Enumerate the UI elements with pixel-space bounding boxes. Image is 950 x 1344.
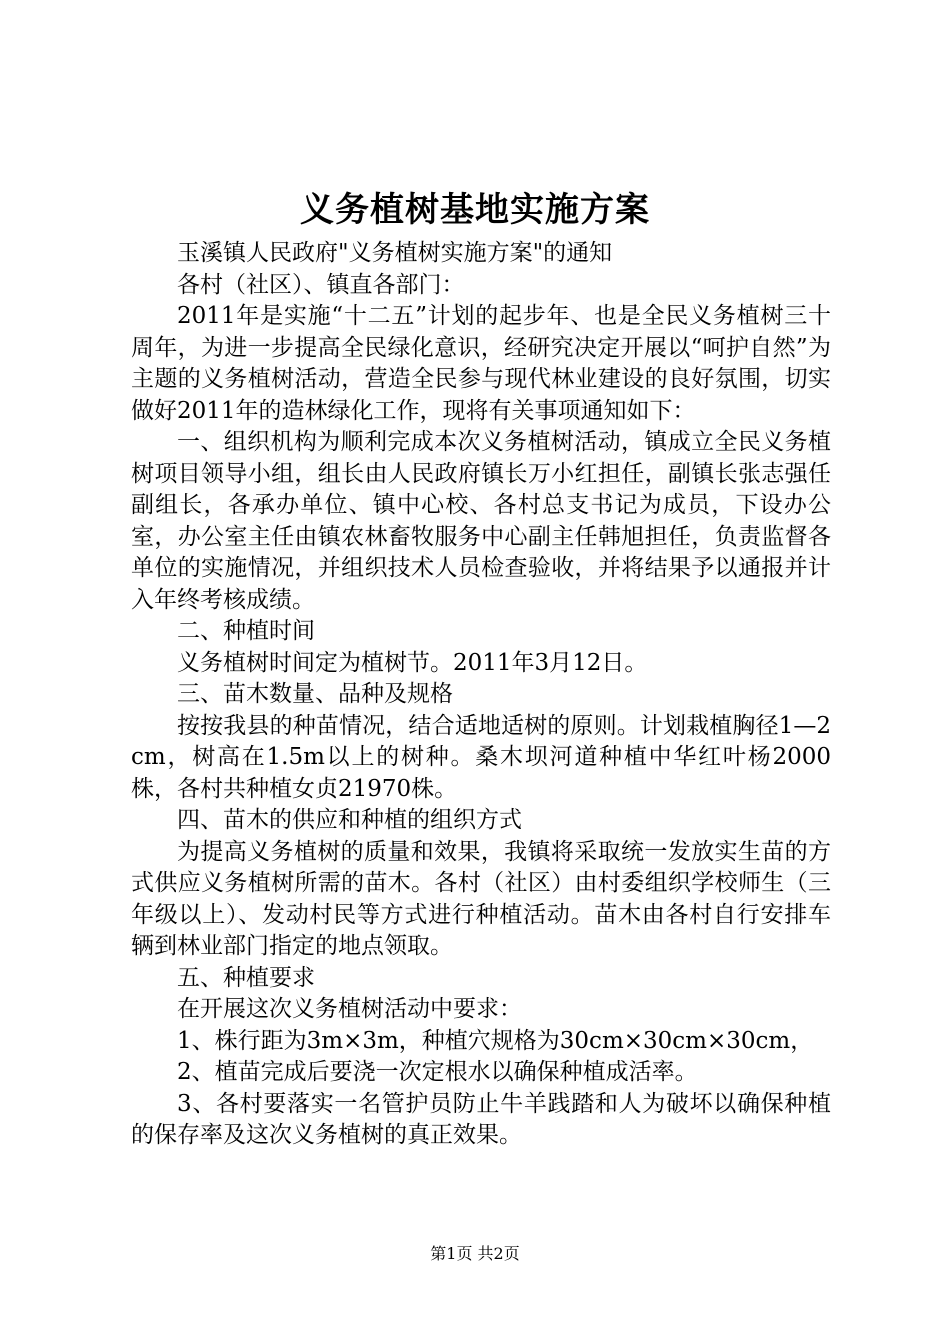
requirements-intro: 在开展这次义务植树活动中要求： (177, 996, 522, 1022)
document-title: 义务植树基地实施方案 (300, 190, 650, 230)
section-organization: 一、组织机构为顺利完成本次义务植树活动，镇成立全民义务植树项目领导小组，组长由人民政府镇长万小红担任，副镇长张志强任副组长，各承办单位、镇中心校、各村总支书记为成员，下设办公室，办公室主任由镇农林畜牧服务中心副主任韩旭担任，负责监督各单位的实施情况，并组织技术人员检查验收，并将结果予以通报并计入年终考核成绩。 (131, 429, 831, 613)
section-heading-requirements: 五、种植要求 (177, 964, 315, 991)
requirement-item-1: 1、株行距为3m×3m，种植穴规格为30cm×30cm×30cm， (177, 1027, 814, 1054)
intro-paragraph: 2011年是实施“十二五”计划的起步年、也是全民义务植树三十周年，为进一步提高全民绿化意识，经研究决定开展以“呵护自然”为主题的义务植树活动，营造全民参与现代林业建设的良好氛围，切实做好2011年的造林绿化工作，现将有关事项通知如下： (131, 303, 831, 424)
section-time-text: 义务植树时间定为植树节。2011年3月12日。 (177, 649, 648, 676)
section-heading-seedlings: 三、苗木数量、品种及规格 (177, 681, 453, 707)
section-seedlings-text: 按按我县的种苗情况，结合适地适树的原则。计划栽植胸径1—2cm，树高在1.5m以上的树种。桑木坝河道种植中华红叶杨2000株，各村共种植女贞21970株。 (131, 712, 831, 802)
section-heading-supply: 四、苗木的供应和种植的组织方式 (177, 807, 522, 833)
notice-heading: 玉溪镇人民政府"义务植树实施方案"的通知 (177, 240, 613, 266)
requirement-item-2: 2、植苗完成后要浇一次定根水以确保种植成活率。 (177, 1059, 698, 1085)
section-supply-text: 为提高义务植树的质量和效果，我镇将采取统一发放实生苗的方式供应义务植树所需的苗木。各村（社区）由村委组织学校师生（三年级以上）、发动村民等方式进行种植活动。苗木由各村自行安排车辆到林业部门指定的地点领取。 (131, 838, 831, 959)
section-heading-time: 二、种植时间 (177, 618, 315, 644)
salutation: 各村（社区）、镇直各部门： (177, 271, 465, 298)
page-number-footer: 第1页 共2页 (430, 1244, 520, 1263)
document-body (131, 238, 831, 1152)
requirement-item-3: 3、各村要落实一名管护员防止牛羊践踏和人为破坏以确保种植的保存率及这次义务植树的真正效果。 (131, 1090, 831, 1148)
